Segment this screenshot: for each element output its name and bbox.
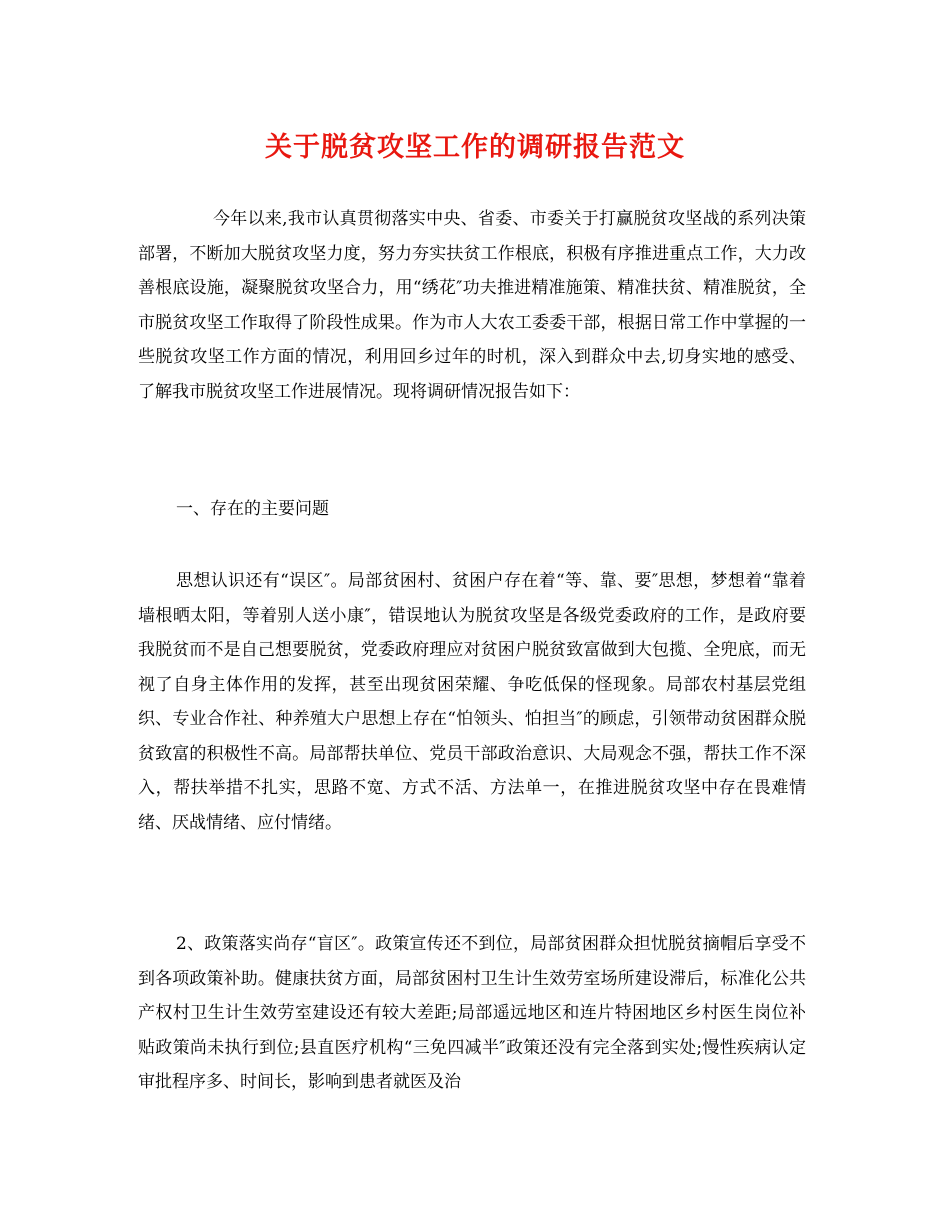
intro-paragraph: 今年以来,我市认真贯彻落实中央、省委、市委关于打赢脱贫攻坚战的系列决策部署，不断加大脱贫攻坚力度，努力夯实扶贫工作根底，积极有序推进重点工作，大力改善根底设施，凝聚脱贫攻坚合力，用“绣花″功夫推进精准施策、精准扶贫、精准脱贫，全市脱贫攻坚工作取得了阶段性成果。作为市人大农工委委干部，根据日常工作中掌握的一些脱贫攻坚工作方面的情况，利用回乡过年的时机，深入到群众中去,切身实地的感受、了解我市脱贫攻坚工作进展情况。现将调研情况报告如下： [138,209,806,402]
document-title: 关于脱贫攻坚工作的调研报告范文 [265,132,685,163]
body-paragraph: 思想认识还有“误区″。局部贫困村、贫困户存在着“等、靠、要″思想，梦想着“靠着墙根晒太阳，等着别人送小康″，错误地认为脱贫攻坚是各级党委政府的工作，是政府要我脱贫而不是自己想要脱贫，党委政府理应对贫困户脱贫致富做到大包揽、全兜底，而无视了自身主体作用的发挥，甚至出现贫困荣耀、争吃低保的怪现象。局部农村基层党组织、专业合作社、种养殖大户思想上存在“怕领头、怕担当″的顾虑，引领带动贫困群众脱贫致富的积极性不高。局部帮扶单位、党员干部政治意识、大局观念不强，帮扶工作不深入，帮扶举措不扎实，思路不宽、方式不活、方法单一，在推进脱贫攻坚中存在畏难情绪、厌战情绪、应付情绪。 [138,571,806,833]
section-heading: 一、存在的主要问题 [176,499,329,519]
body-paragraph: 2、政策落实尚存“盲区″。政策宣传还不到位，局部贫困群众担忧脱贫摘帽后享受不到各项政策补助。健康扶贫方面，局部贫困村卫生计生效劳室场所建设滞后，标准化公共产权村卫生计生效劳室建设还有较大差距;局部遥远地区和连片特困地区乡村医生岗位补贴政策尚未执行到位;县直医疗机构“三免四减半″政策还没有完全落到实处;慢性疾病认定审批程序多、时间长，影响到患者就医及治 [138,934,806,1092]
